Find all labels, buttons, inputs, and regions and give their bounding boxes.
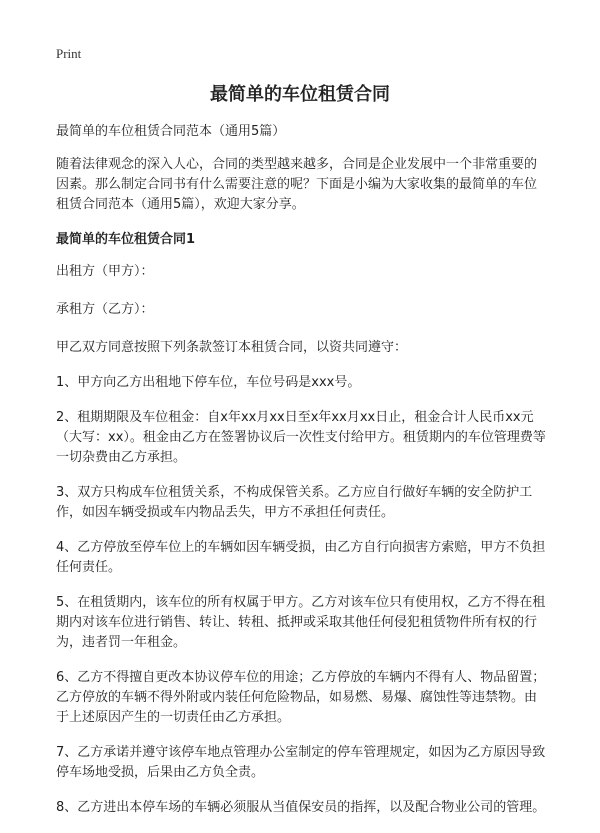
document-body [56,122,548,833]
clause-6: 6、乙方不得擅自更改本协议停车位的用途；乙方停放的车辆内不得有人、物品留置；乙方停放的车辆不得外附或内装任何危险物品，如易燃、易爆、腐蚀性等违禁物。由于上述原因产生的一切责任由乙方承担。 [56,670,546,725]
lessee-line: 承租方（乙方）： [56,302,154,317]
clause-8: 8、乙方进出本停车场的车辆必须服从当值保安员的指挥，以及配合物业公司的管理。 [56,800,546,815]
intro-paragraph: 随着法律观念的深入人心，合同的类型越来越多，合同是企业发展中一个非常重要的因素。那么制定合同书有什么需要注意的呢？下面是小编为大家收集的最简单的车位租赁合同范本（通用5篇），欢迎大家分享。 [56,157,538,212]
clause-2: 2、租期期限及车位租金：自x年xx月xx日至x年xx月xx日止，租金合计人民币xx元（大写：xx）。租金由乙方在签署协议后一次性支付给甲方。租赁期内的车位管理费等一切杂费由乙方承担。 [56,410,546,465]
document-title: 最简单的车位租赁合同 [210,84,390,105]
clause-4: 4、乙方停放至停车位上的车辆如因车辆受损，由乙方自行向损害方索赔，甲方不负担任何责任。 [56,540,546,575]
clause-3: 3、双方只构成车位租赁关系，不构成保管关系。乙方应自行做好车辆的安全防护工作，如因车辆受损或车内物品丢失，甲方不承担任何责任。 [56,485,533,520]
print-link[interactable]: Print [56,46,82,61]
document-subtitle: 最简单的车位租赁合同范本（通用5篇） [56,124,286,139]
section-heading: 最简单的车位租赁合同1 [56,232,196,247]
clause-5: 5、在租赁期内，该车位的所有权属于甲方。乙方对该车位只有使用权，乙方不得在租期内对该车位进行销售、转让、转租、抵押或采取其他任何侵犯租赁物件所有权的行为，违者罚一年租金。 [56,595,546,650]
lessor-line: 出租方（甲方）： [56,264,154,279]
clause-7: 7、乙方承诺并遵守该停车地点管理办公室制定的停车管理规定，如因为乙方原因导致停车场地受损，后果由乙方负全责。 [56,745,546,780]
clause-1: 1、甲方向乙方出租地下停车位，车位号码是xxx号。 [56,375,361,390]
preamble-paragraph: 甲乙双方同意按照下列条款签订本租赁合同，以资共同遵守： [56,340,408,355]
